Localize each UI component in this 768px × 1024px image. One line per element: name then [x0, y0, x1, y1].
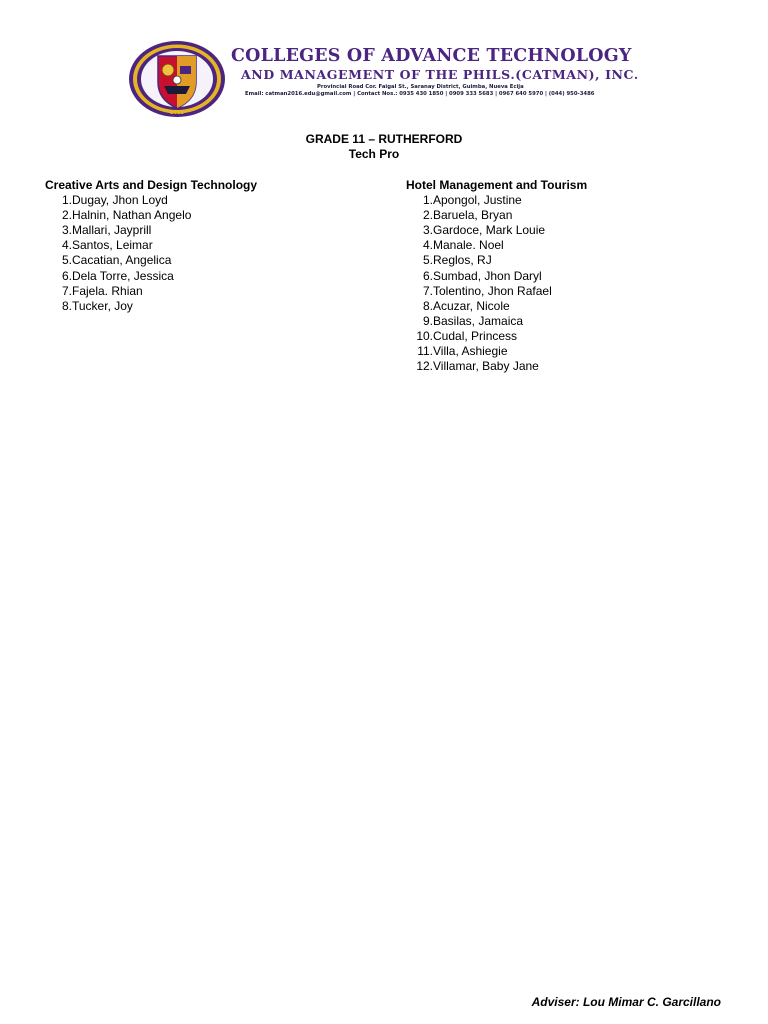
list-number: 5.	[422, 253, 433, 268]
student-name: Santos, Leimar	[72, 238, 153, 253]
list-number: 8.	[61, 298, 72, 313]
school-name-line1: COLLEGES OF ADVANCE TECHNOLOGY	[231, 46, 632, 66]
list-number: 2.	[61, 208, 72, 223]
list-item	[406, 193, 587, 208]
list-number: 4.	[422, 238, 433, 253]
list-item	[45, 238, 257, 253]
list-number: 6.	[422, 268, 433, 283]
student-name: Basilas, Jamaica	[433, 313, 524, 328]
list-number: 2.	[422, 208, 433, 223]
student-name: Cacatian, Angelica	[72, 253, 172, 268]
list-number: 1.	[61, 193, 72, 208]
student-name: Sumbad, Jhon Daryl	[433, 268, 542, 283]
student-name: Dugay, Jhon Loyd	[72, 193, 168, 208]
list-number: 3.	[422, 223, 433, 238]
student-name: Mallari, Jayprill	[72, 223, 152, 238]
student-name: Acuzar, Nicole	[433, 298, 510, 313]
list-item	[406, 238, 587, 253]
list-item	[406, 329, 587, 344]
student-name: Halnin, Nathan Angelo	[72, 208, 192, 223]
list-item	[45, 299, 257, 314]
strand-subtitle: Tech Pro	[348, 147, 400, 161]
list-number: 7.	[422, 283, 433, 298]
list-item	[406, 208, 587, 223]
list-number: 6.	[61, 268, 72, 283]
class-title	[0, 132, 768, 162]
list-item	[45, 193, 257, 208]
grade-section-title: GRADE 11 – RUTHERFORD	[305, 132, 463, 146]
student-name: Dela Torre, Jessica	[72, 268, 174, 283]
list-number: 5.	[61, 253, 72, 268]
list-item	[406, 299, 587, 314]
student-name: Manale. Noel	[433, 238, 504, 253]
list-item	[45, 223, 257, 238]
left-column	[45, 178, 257, 314]
list-item	[406, 344, 587, 359]
list-number: 4.	[61, 238, 72, 253]
list-number: 7.	[61, 283, 72, 298]
column-heading-cadt: Creative Arts and Design Technology	[45, 178, 258, 192]
column-heading-hmt: Hotel Management and Tourism	[406, 178, 588, 192]
list-item	[406, 314, 587, 329]
student-name: Reglos, RJ	[433, 253, 492, 268]
list-item	[45, 253, 257, 268]
list-number: 3.	[61, 223, 72, 238]
student-name: Tolentino, Jhon Rafael	[433, 283, 552, 298]
student-name: Cudal, Princess	[433, 328, 518, 343]
list-item	[45, 208, 257, 223]
list-number: 12.	[416, 359, 433, 374]
right-column	[406, 178, 587, 374]
student-list-cadt	[45, 193, 257, 314]
school-contacts: Email: catman2016.edu@gmail.com | Contact Nos.: 0935 430 1850 | 0909 333 5683 | 0967 640 5970 | (044) 950-3486	[245, 91, 595, 97]
student-name: Villamar, Baby Jane	[433, 359, 539, 374]
student-list-hmt	[406, 193, 587, 374]
student-name: Tucker, Joy	[72, 298, 133, 313]
school-seal-logo	[128, 40, 226, 118]
seal-year: 2012	[170, 110, 184, 116]
list-item	[406, 253, 587, 268]
school-address: Provincial Road Cor. Faigal St., Saranay District, Guimba, Nueva Ecija	[317, 84, 524, 90]
list-number: 10.	[416, 328, 433, 343]
student-name: Gardoce, Mark Louie	[433, 223, 546, 238]
list-number: 8.	[422, 298, 433, 313]
student-name: Fajela. Rhian	[72, 283, 143, 298]
list-number: 9.	[422, 313, 433, 328]
student-name: Villa, Ashiegie	[433, 344, 508, 359]
list-item	[45, 284, 257, 299]
list-item	[406, 359, 587, 374]
list-item	[406, 269, 587, 284]
list-item	[406, 284, 587, 299]
list-number: 1.	[422, 193, 433, 208]
list-number: 11.	[417, 344, 433, 359]
student-name: Apongol, Justine	[433, 193, 522, 208]
adviser-signature-line: Adviser: Lou Mimar C. Garcillano	[531, 995, 721, 1009]
school-name-line2: AND MANAGEMENT OF THE PHILS.(CATMAN), INC.	[241, 67, 639, 82]
student-name: Baruela, Bryan	[433, 208, 513, 223]
list-item	[406, 223, 587, 238]
letterhead	[128, 40, 638, 120]
list-item	[45, 269, 257, 284]
